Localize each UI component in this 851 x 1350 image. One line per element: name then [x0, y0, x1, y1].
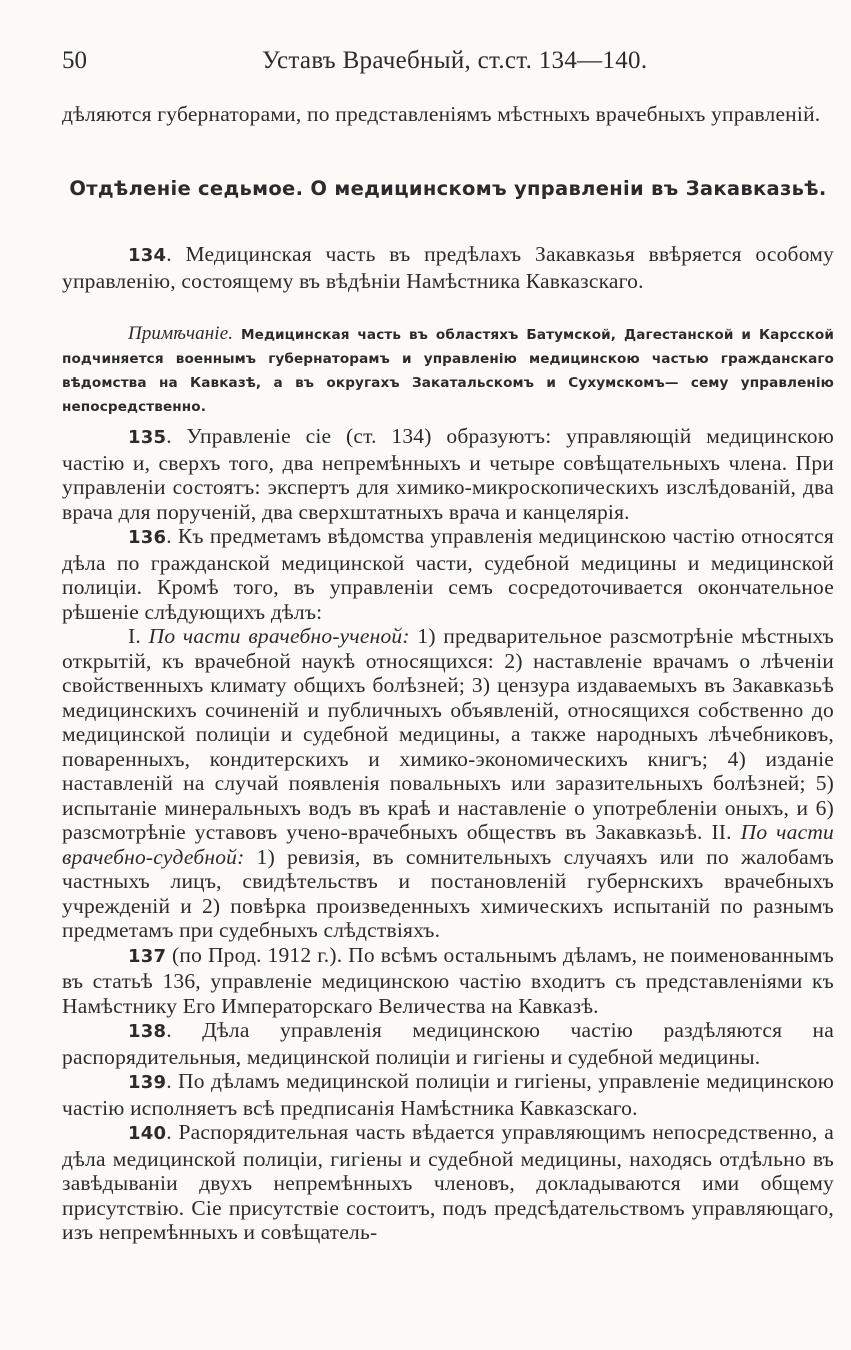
article-number: 135 [128, 427, 167, 448]
page-number: 50 [62, 47, 87, 74]
continuation-paragraph: дѣляются губернаторами, по представленіямъ мѣстныхъ врачебныхъ управленій. [62, 102, 821, 126]
article-text: . По дѣламъ медицинской полиціи и гигіены, управленіе медицинскою частію исполняетъ всѣ предписанія Намѣстника Кавказскаго. [62, 1069, 834, 1120]
running-title: Уставъ Врачебный, ст.ст. 134—140. [262, 47, 648, 74]
article-text: . Медицинская часть въ предѣлахъ Закавказья ввѣряется особому управленію, состоящему въ вѣдѣніи Намѣстника Кавказскаго. [62, 242, 834, 293]
part-two-text: 1) ревизія, въ сомнительныхъ случаяхъ или по жалобамъ частныхъ лицъ, свидѣтельствъ и постановленій губернскихъ врачебныхъ учрежденій и 2) повѣрка произведенныхъ химическихъ испытаній по разнымъ предметамъ при судебныхъ слѣдствіяхъ. [62, 844, 834, 942]
part-one-prefix: I. [128, 624, 149, 648]
note-label: Примѣчаніе. [128, 323, 234, 344]
article-134 [62, 242, 834, 293]
article-number: 140 [128, 1123, 167, 1144]
articles-block [62, 424, 834, 1245]
part-two-title: По части врачебно-судебной: [62, 820, 835, 869]
note-text: Медицинская часть въ областяхъ Батумской, Дагестанской и Карсской подчиняется военнымъ губернаторамъ и управленію медицинскою частью гражданскаго вѣдомства на Кавказѣ, а въ округахъ Закатальскомъ и Сухумскомъ— сему управленію непосредственно. [62, 327, 834, 415]
article-136 [62, 524, 834, 624]
part-one-title: По части врачебно-ученой: [148, 624, 410, 648]
article-135 [62, 424, 834, 524]
article-text: (по Прод. 1912 г.). По всѣмъ остальнымъ дѣламъ, не поименованнымъ въ статьѣ 136, управленіе медицинскою частію входитъ съ представленіями къ Намѣстнику Его Императорскаго Величества на Кавказѣ. [62, 942, 834, 1018]
article-number: 138 [128, 1021, 167, 1042]
article-text: . Распорядительная часть вѣдается управляющимъ непосредственно, а дѣла медицинской полиціи, гигіены и судебной медицины, находясь отдѣльно въ завѣдываніи двухъ непремѣнныхъ членовъ, докладываются ими общему присутствію. Сіе присутствіе состоитъ, подъ предсѣдательствомъ управляющаго, изъ непремѣнныхъ и совѣщатель- [62, 1120, 834, 1244]
article-text: . Управленіе сіе (ст. 134) образуютъ: управляющій медицинскою частію и, сверхъ того, два непремѣнныхъ и четыре совѣщательныхъ члена. При управленіи состоятъ: экспертъ для химико-микроскопическихъ изслѣдованій, два врача для порученій, два сверхштатныхъ врача и канцелярія. [62, 424, 834, 524]
article-140 [62, 1120, 834, 1245]
article-136-parts [62, 624, 834, 943]
article-number: 134 [128, 245, 167, 266]
part-two-prefix: II. [711, 820, 741, 844]
section-title: Отдѣленіе седьмое. О медицинскомъ управленіи въ Закавказьѣ. [69, 177, 827, 200]
page-header [62, 47, 821, 81]
note-paragraph [62, 322, 834, 419]
article-number: 137 [128, 945, 167, 967]
article-text: . Дѣла управленія медицинскою частію раздѣляются на распорядительныя, медицинской полиціи и гигіены и судебной медицины. [62, 1018, 834, 1069]
article-number: 139 [128, 1072, 167, 1093]
article-137 [62, 943, 834, 1019]
article-text: . Къ предметамъ вѣдомства управленія медицинскою частію относятся дѣла по гражданской медицинской части, судебной медицины и медицинской полиціи. Кромѣ того, въ управленіи семъ сосредоточивается окончательное рѣшеніе слѣдующихъ дѣлъ: [62, 524, 834, 624]
article-138 [62, 1018, 834, 1069]
article-number: 136 [128, 527, 167, 548]
part-one-text: 1) предварительное разсмотрѣніе мѣстныхъ открытій, къ врачебной наукѣ относящихся: 2) наставленіе врачамъ о лѣченіи свойственныхъ климату общихъ болѣзней; 3) цензура издаваемыхъ въ Закавказьѣ медицинскихъ сочиненій и публичныхъ объявленій, относящихся собственно до медицинской полиціи и судебной медицины, а также народныхъ лѣчебниковъ, поваренныхъ, кондитерскихъ и химико-экономическихъ книгъ; 4) изданіе наставленій на случай появленія повальныхъ или заразительныхъ болѣзней; 5) испытаніе минеральныхъ водъ въ краѣ и наставленіе о употребленіи оныхъ, и 6) разсмотрѣніе уставовъ учено-врачебныхъ обществъ въ Закавказьѣ. [62, 624, 834, 844]
article-139 [62, 1069, 834, 1120]
